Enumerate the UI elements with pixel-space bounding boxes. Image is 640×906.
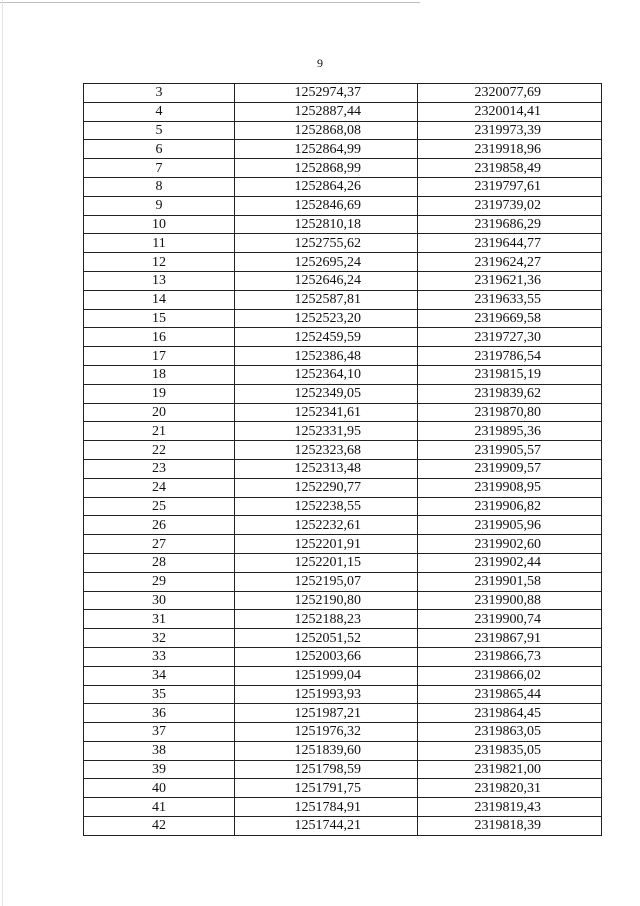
point-number-cell: 25: [84, 497, 235, 516]
table-row: [84, 666, 602, 685]
table-row: [84, 723, 602, 742]
y-coordinate-cell: 2319900,74: [418, 610, 602, 629]
point-number-cell: 21: [84, 422, 235, 441]
x-coordinate-cell: 1252238,55: [235, 497, 418, 516]
y-coordinate-cell: 2319821,00: [418, 760, 602, 779]
x-coordinate-cell: 1252195,07: [235, 572, 418, 591]
table-row: [84, 290, 602, 309]
y-coordinate-cell: 2319818,39: [418, 817, 602, 836]
x-coordinate-cell: 1252587,81: [235, 290, 418, 309]
point-number-cell: 12: [84, 253, 235, 272]
x-coordinate-cell: 1252201,15: [235, 553, 418, 572]
table-row: [84, 741, 602, 760]
x-coordinate-cell: 1252810,18: [235, 215, 418, 234]
y-coordinate-cell: 2319867,91: [418, 629, 602, 648]
x-coordinate-cell: 1252323,68: [235, 441, 418, 460]
table-row: [84, 309, 602, 328]
table-row: [84, 253, 602, 272]
table-row: [84, 704, 602, 723]
table-row: [84, 422, 602, 441]
point-number-cell: 39: [84, 760, 235, 779]
y-coordinate-cell: 2320077,69: [418, 84, 602, 103]
y-coordinate-cell: 2319973,39: [418, 121, 602, 140]
y-coordinate-cell: 2319797,61: [418, 177, 602, 196]
point-number-cell: 37: [84, 723, 235, 742]
y-coordinate-cell: 2319905,96: [418, 516, 602, 535]
table-row: [84, 572, 602, 591]
point-number-cell: 24: [84, 478, 235, 497]
x-coordinate-cell: 1252341,61: [235, 403, 418, 422]
point-number-cell: 41: [84, 798, 235, 817]
table-row: [84, 478, 602, 497]
table-row: [84, 384, 602, 403]
y-coordinate-cell: 2319669,58: [418, 309, 602, 328]
y-coordinate-cell: 2319906,82: [418, 497, 602, 516]
point-number-cell: 15: [84, 309, 235, 328]
y-coordinate-cell: 2319908,95: [418, 478, 602, 497]
x-coordinate-cell: 1251798,59: [235, 760, 418, 779]
table-row: [84, 591, 602, 610]
table-row: [84, 215, 602, 234]
table-row: [84, 234, 602, 253]
table-row: [84, 535, 602, 554]
point-number-cell: 35: [84, 685, 235, 704]
x-coordinate-cell: 1251791,75: [235, 779, 418, 798]
point-number-cell: 38: [84, 741, 235, 760]
y-coordinate-cell: 2319918,96: [418, 140, 602, 159]
x-coordinate-cell: 1251784,91: [235, 798, 418, 817]
x-coordinate-cell: 1252755,62: [235, 234, 418, 253]
x-coordinate-cell: 1252190,80: [235, 591, 418, 610]
x-coordinate-cell: 1252331,95: [235, 422, 418, 441]
x-coordinate-cell: 1252232,61: [235, 516, 418, 535]
y-coordinate-cell: 2319644,77: [418, 234, 602, 253]
table-row: [84, 685, 602, 704]
point-number-cell: 17: [84, 347, 235, 366]
point-number-cell: 32: [84, 629, 235, 648]
point-number-cell: 5: [84, 121, 235, 140]
x-coordinate-cell: 1252349,05: [235, 384, 418, 403]
point-number-cell: 31: [84, 610, 235, 629]
point-number-cell: 20: [84, 403, 235, 422]
y-coordinate-cell: 2319624,27: [418, 253, 602, 272]
point-number-cell: 9: [84, 196, 235, 215]
coordinates-table-body: [84, 84, 602, 836]
point-number-cell: 42: [84, 817, 235, 836]
x-coordinate-cell: 1252290,77: [235, 478, 418, 497]
point-number-cell: 4: [84, 102, 235, 121]
y-coordinate-cell: 2319739,02: [418, 196, 602, 215]
y-coordinate-cell: 2319870,80: [418, 403, 602, 422]
x-coordinate-cell: 1252386,48: [235, 347, 418, 366]
x-coordinate-cell: 1252846,69: [235, 196, 418, 215]
point-number-cell: 27: [84, 535, 235, 554]
x-coordinate-cell: 1252974,37: [235, 84, 418, 103]
y-coordinate-cell: 2319902,44: [418, 553, 602, 572]
x-coordinate-cell: 1252201,91: [235, 535, 418, 554]
table-row: [84, 760, 602, 779]
point-number-cell: 22: [84, 441, 235, 460]
point-number-cell: 23: [84, 459, 235, 478]
y-coordinate-cell: 2319866,02: [418, 666, 602, 685]
table-row: [84, 159, 602, 178]
x-coordinate-cell: 1251744,21: [235, 817, 418, 836]
table-row: [84, 347, 602, 366]
table-row: [84, 516, 602, 535]
x-coordinate-cell: 1252003,66: [235, 647, 418, 666]
x-coordinate-cell: 1251976,32: [235, 723, 418, 742]
y-coordinate-cell: 2319839,62: [418, 384, 602, 403]
table-row: [84, 610, 602, 629]
table-row: [84, 403, 602, 422]
point-number-cell: 6: [84, 140, 235, 159]
x-coordinate-cell: 1251999,04: [235, 666, 418, 685]
y-coordinate-cell: 2319815,19: [418, 365, 602, 384]
y-coordinate-cell: 2319858,49: [418, 159, 602, 178]
table-row: [84, 817, 602, 836]
y-coordinate-cell: 2319819,43: [418, 798, 602, 817]
x-coordinate-cell: 1251993,93: [235, 685, 418, 704]
table-row: [84, 328, 602, 347]
x-coordinate-cell: 1252364,10: [235, 365, 418, 384]
y-coordinate-cell: 2319866,73: [418, 647, 602, 666]
table-row: [84, 84, 602, 103]
x-coordinate-cell: 1252887,44: [235, 102, 418, 121]
y-coordinate-cell: 2319621,36: [418, 271, 602, 290]
point-number-cell: 14: [84, 290, 235, 309]
point-number-cell: 36: [84, 704, 235, 723]
table-row: [84, 271, 602, 290]
x-coordinate-cell: 1252051,52: [235, 629, 418, 648]
table-row: [84, 365, 602, 384]
point-number-cell: 34: [84, 666, 235, 685]
point-number-cell: 18: [84, 365, 235, 384]
y-coordinate-cell: 2319864,45: [418, 704, 602, 723]
y-coordinate-cell: 2319895,36: [418, 422, 602, 441]
point-number-cell: 33: [84, 647, 235, 666]
point-number-cell: 3: [84, 84, 235, 103]
y-coordinate-cell: 2319633,55: [418, 290, 602, 309]
x-coordinate-cell: 1252695,24: [235, 253, 418, 272]
table-row: [84, 647, 602, 666]
table-row: [84, 121, 602, 140]
y-coordinate-cell: 2320014,41: [418, 102, 602, 121]
table-row: [84, 629, 602, 648]
y-coordinate-cell: 2319902,60: [418, 535, 602, 554]
left-page-edge: [2, 0, 3, 906]
page-number: 9: [317, 56, 323, 70]
x-coordinate-cell: 1252313,48: [235, 459, 418, 478]
x-coordinate-cell: 1252459,59: [235, 328, 418, 347]
point-number-cell: 29: [84, 572, 235, 591]
y-coordinate-cell: 2319835,05: [418, 741, 602, 760]
y-coordinate-cell: 2319786,54: [418, 347, 602, 366]
x-coordinate-cell: 1251987,21: [235, 704, 418, 723]
y-coordinate-cell: 2319863,05: [418, 723, 602, 742]
y-coordinate-cell: 2319905,57: [418, 441, 602, 460]
table-row: [84, 798, 602, 817]
coordinates-table: [83, 83, 602, 836]
point-number-cell: 30: [84, 591, 235, 610]
y-coordinate-cell: 2319909,57: [418, 459, 602, 478]
point-number-cell: 40: [84, 779, 235, 798]
table-row: [84, 140, 602, 159]
y-coordinate-cell: 2319865,44: [418, 685, 602, 704]
x-coordinate-cell: 1252868,08: [235, 121, 418, 140]
table-row: [84, 177, 602, 196]
top-edge-rule: [0, 2, 420, 3]
x-coordinate-cell: 1252868,99: [235, 159, 418, 178]
x-coordinate-cell: 1252646,24: [235, 271, 418, 290]
table-row: [84, 779, 602, 798]
x-coordinate-cell: 1251839,60: [235, 741, 418, 760]
point-number-cell: 7: [84, 159, 235, 178]
point-number-cell: 26: [84, 516, 235, 535]
table-row: [84, 441, 602, 460]
table-row: [84, 497, 602, 516]
table-row: [84, 196, 602, 215]
y-coordinate-cell: 2319686,29: [418, 215, 602, 234]
y-coordinate-cell: 2319727,30: [418, 328, 602, 347]
point-number-cell: 11: [84, 234, 235, 253]
point-number-cell: 10: [84, 215, 235, 234]
y-coordinate-cell: 2319900,88: [418, 591, 602, 610]
y-coordinate-cell: 2319901,58: [418, 572, 602, 591]
point-number-cell: 13: [84, 271, 235, 290]
point-number-cell: 8: [84, 177, 235, 196]
point-number-cell: 16: [84, 328, 235, 347]
x-coordinate-cell: 1252864,26: [235, 177, 418, 196]
point-number-cell: 28: [84, 553, 235, 572]
x-coordinate-cell: 1252188,23: [235, 610, 418, 629]
table-row: [84, 102, 602, 121]
y-coordinate-cell: 2319820,31: [418, 779, 602, 798]
table-row: [84, 459, 602, 478]
table-row: [84, 553, 602, 572]
x-coordinate-cell: 1252523,20: [235, 309, 418, 328]
point-number-cell: 19: [84, 384, 235, 403]
x-coordinate-cell: 1252864,99: [235, 140, 418, 159]
